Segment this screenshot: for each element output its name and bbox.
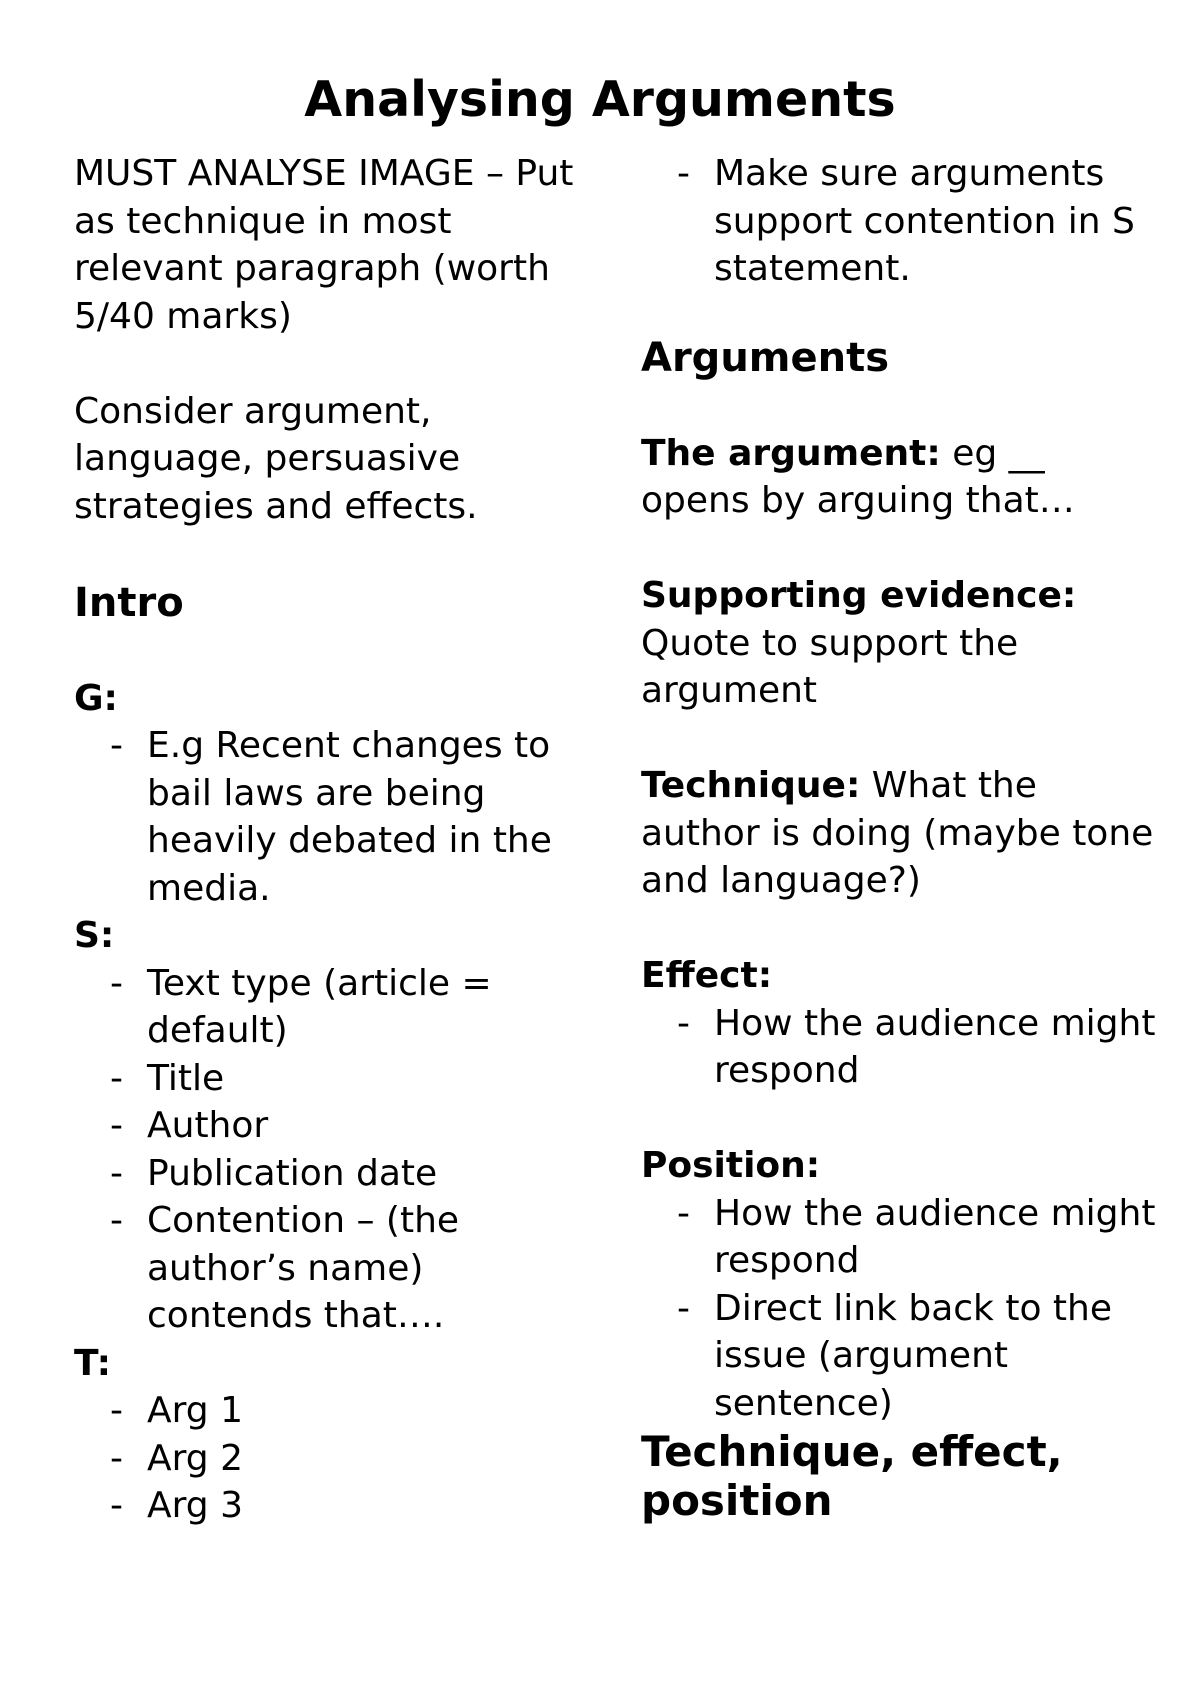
s-label: S: <box>74 915 115 956</box>
right-column <box>641 150 1161 1525</box>
technique-paragraph: Technique: What the author is doing (maybe tone and language?) <box>641 765 1154 901</box>
list-item: - Title <box>110 1057 225 1099</box>
s-list <box>74 960 574 1340</box>
left-column <box>74 150 574 1530</box>
effect-list <box>641 1000 1161 1095</box>
intro-heading: Intro <box>74 579 184 626</box>
list-item: - How the audience might respond <box>677 1002 1156 1091</box>
evidence-label: Supporting evidence: <box>641 575 1077 616</box>
t-label: T: <box>74 1342 111 1384</box>
list-item: - Publication date <box>110 1152 438 1194</box>
argument-label: The argument: <box>641 432 941 474</box>
g-label: G: <box>74 677 118 719</box>
position-label: Position: <box>641 1145 821 1186</box>
page-title: Analysing Arguments <box>304 71 896 128</box>
list-item: - Arg 1 <box>110 1390 243 1431</box>
g-list <box>74 722 574 912</box>
contention-note-list <box>641 150 1161 293</box>
list-item: - E.g Recent changes to bail laws are being heavily debated in the media. <box>110 725 552 909</box>
consider-note: Consider argument, language, persuasive strategies and effects. <box>74 390 478 527</box>
image-analysis-note: MUST ANALYSE IMAGE – Put as technique in most relevant paragraph (worth 5/40 marks) <box>74 153 574 337</box>
list-item: - Author <box>110 1105 269 1146</box>
argument-paragraph: The argument: eg __ opens by arguing that… <box>641 432 1075 521</box>
list-item: - Text type (article = default) <box>110 962 492 1051</box>
evidence-paragraph: Supporting evidence: Quote to support the argument <box>641 575 1077 711</box>
list-item: - Arg 3 <box>110 1485 243 1526</box>
technique-label: Technique: <box>641 765 861 806</box>
effect-label: Effect: <box>641 955 773 996</box>
list-item: - How the audience might respond <box>677 1192 1156 1281</box>
list-item: - Make sure arguments support contention in S statement. <box>677 153 1135 289</box>
t-list <box>74 1387 574 1530</box>
list-item: - Direct link back to the issue (argument sentence) <box>677 1287 1113 1424</box>
list-item: - Arg 2 <box>110 1437 243 1479</box>
list-item: - Contention – (the author’s name) contends that…. <box>110 1200 460 1336</box>
position-list <box>641 1190 1161 1428</box>
summary-heading: Technique, effect, position <box>641 1427 1063 1525</box>
arguments-heading: Arguments <box>641 334 890 381</box>
